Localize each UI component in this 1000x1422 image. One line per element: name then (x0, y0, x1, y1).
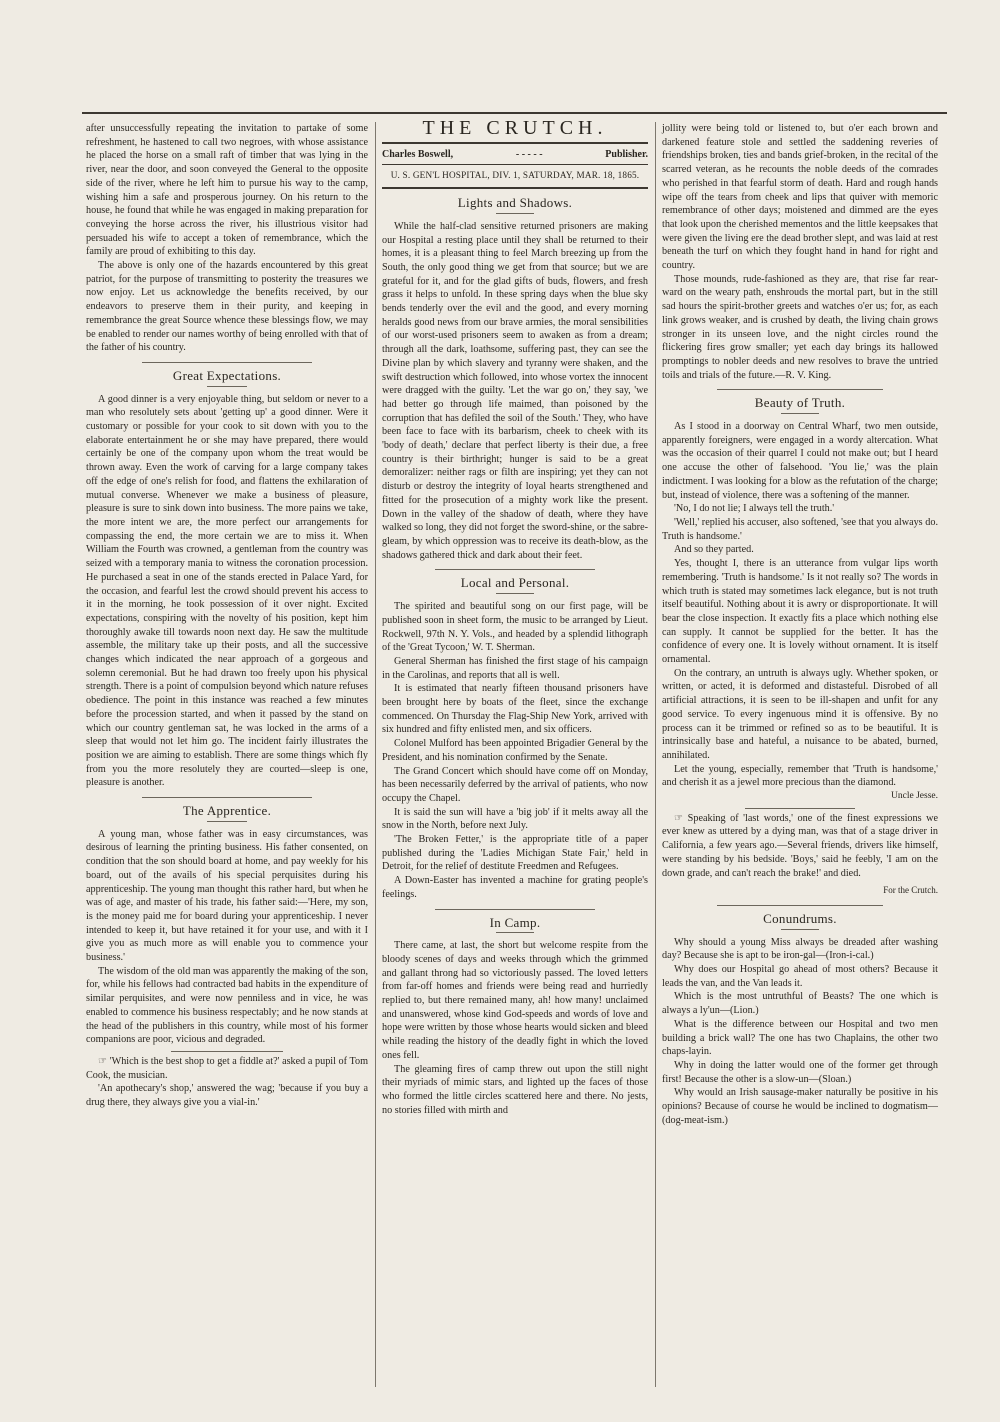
top-rule (82, 112, 947, 114)
heading-great-expectations: Great Expectations. (86, 362, 368, 387)
divider (171, 1051, 284, 1052)
paragraph: What is the difference between our Hospital and two men building a brick wall? The one has two Chaplains, the other two chaps-layin. (662, 1018, 938, 1058)
paragraph: Colonel Mulford has been appointed Brigadier General by the President, and his nomination confirmed by the Senate. (382, 738, 648, 763)
heading-beauty-of-truth: Beauty of Truth. (662, 389, 938, 414)
column-divider (655, 122, 656, 1387)
paragraph: It is estimated that nearly fifteen thousand prisoners have been brought here by boats of the fleet, since the exchange commenced. On Thursday the Flag-Ship New York, arrived with six hundred and fifty enlisted men, and six officers. (382, 683, 648, 736)
paragraph: 'No, I do not lie; I always tell the truth.' (674, 503, 835, 515)
paragraph: ☞ 'Which is the best shop to get a fiddle at?' asked a pupil of Tom Cook, the musician. (86, 1056, 368, 1081)
paragraph: 'Well,' replied his accuser, also softened, 'see that you always do. Truth is handsome.' (662, 516, 938, 542)
paragraph: General Sherman has finished the first stage of his campaign in the Carolinas, and reports that all is well. (382, 655, 648, 681)
publisher-label: Publisher. (605, 148, 648, 160)
paragraph: A young man, whose father was in easy circumstances, was desirous of learning the printing business. His father consented, on condition that the son should board at home, and pay weekly for his board, out of the avails of his special perquisites during his apprenticeship. The young man thought this rather hard, but when he was of age, and master of his trade, his father said:—'Here, my son, is the money paid me for board during your apprenticeship. I never intended to keep it, but have retained it for your use, and with it I give you as much more as will enable you to commence your business.' (86, 828, 368, 964)
paragraph: after unsuccessfully repeating the invitation to partake of some refreshment, he hastened to call two negroes, with whose assistance he placed the horse on a small raft of timber that was lying in the river, near the door, and soon conveyed the General to the opposite side of the river, where he left him to pursue his way to the camp, wishing him a safe and prosperous journey. On his return to the house, he found that while he was engaged in making preparation for conveying the horse across the river, his illustrious visitor had persuaded his wife to accept a token of remembrance, which the family are proud of exhibiting to this day. (86, 123, 368, 258)
paragraph: Let the young, especially, remember that 'Truth is handsome,' and cherish it as a jewel more precious than the diamond. (662, 763, 938, 789)
paragraph: There came, at last, the short but welcome respite from the bloody scenes of days and weeks through which the grimmed and gallant throng had so victoriously passed. The loved letters from far-off homes and friends were being read and hurriedly replied to, but there remained many, ah! how many! unclaimed and unanswered, whose kind God-speeds and words of love and hope were written by those whose hearts would sicken and bleed while reading the history of the deadly fight in which the loved ones fell. (382, 940, 648, 1061)
divider (745, 808, 855, 809)
heading-local-and-personal: Local and Personal. (382, 569, 648, 594)
paragraph: Why would an Irish sausage-maker naturally be positive in his opinions? Because of course he would be inclined to dogmatism—(dog-meat-ism.) (662, 1087, 938, 1126)
publisher-name: Charles Boswell, (382, 148, 454, 160)
dateline: U. S. GEN'L HOSPITAL, DIV. 1, SATURDAY, MAR. 18, 1865. (382, 165, 648, 189)
attribution: For the Crutch. (883, 885, 938, 896)
paragraph: Yes, thought I, there is an utterance from vulgar lips worth remembering. 'Truth is handsome.' Is it not really so? The words in which truth is stated may sometimes lack elegance, but is not truth itself beautiful. Nothing about it is awry or disproportionate. It will bear the close inspection. It exactly fits a place which nothing else can supply. It cannot be supplied for the better. It has the confidence of every one. It is lovely without ornament. It is itself ornamental. (662, 558, 938, 666)
publisher-line (382, 142, 648, 166)
publisher-dashes: - - - - - (515, 148, 543, 160)
masthead-title: THE CRUTCH. (422, 117, 608, 139)
column-1 (86, 122, 368, 1110)
heading-conundrums: Conundrums. (662, 905, 938, 930)
heading-apprentice: The Apprentice. (86, 797, 368, 822)
paragraph: Why should a young Miss always be dreaded after washing day? Because she is apt to be iron-gal—(Iron-i-cal.) (662, 936, 938, 962)
heading-lights-and-shadows: Lights and Shadows. (382, 196, 648, 214)
paragraph: ☞ Speaking of 'last words,' one of the finest expressions we ever knew as uttered by a dying man, was that of a stage driver in California, a few years ago.—Several friends, drivers like himself, were standing by his bedside. 'Boys,' said he feebly, 'I am on the down grade, and can't reach the brake!' and died. (662, 812, 938, 879)
signature: Uncle Jesse. (891, 791, 938, 802)
paragraph: The above is only one of the hazards encountered by this great patriot, for the purpose of transmitting to posterity the treasures we now enjoy. Let us acknowledge the benefits received, by our endeavors to preserve them in their purity, and keeping in remembrance the great Source whence these blessings flow, we may be enabled to render our names worthy of being enrolled with that of the father of his country. (86, 260, 368, 354)
heading-in-camp: In Camp. (382, 909, 648, 934)
paragraph: While the half-clad sensitive returned prisoners are making our Hospital a resting place until they shall be returned to their homes, it is a pleasant thing to feel March breezing up from the South, the only good thing we get from that source; but we are grateful for it, and for the glad gifts of buds, flowers, and fresh grass it helps to unfold. In these spring days when the blue sky bends tenderly over the evil and the good, and every morning heralds good news from our brave armies, the moral sensibilities of our worst-used prisoners seem to awaken as from a dream; through all the dark, loathsome, suffering past, they can see the Divine plan by which slavery and tyranny were shaken, and the swift destruction which followed, into whose vortex the innocent were dragged with the guilty. 'Let the war go on,' they say, 'we had better go through life maimed, than poisoned by the corruption that has defiled the soil of the South.' They, who have been face to face with its barbarism, cheek to cheek with its 'body of death,' declare that perfect liberty is their due, a free country is their birthright; hunger is said to be a great demoralizer: neither rags or filth are inspiring; yet they can not disturb or destroy the integrity of loyal hearts strengthened and fitted for the prosecution of a mighty work like the present. Down in the valley of the shadow of death, where they have walked so long, they did not forget the sword-shine, or the sabre-gleam, by which oppression was to receive its death-blow, as the shadows gathered thick and dark about their feet. (382, 220, 648, 561)
paragraph: Why in doing the latter would one of the former get through first! Because the other is a slow-un—(Sloan.) (662, 1060, 938, 1085)
paragraph: 'The Broken Fetter,' is the appropriate title of a paper published during the 'Ladies Michigan State Fair,' held in Detroit, for the relief of destitute Freedmen and Refugees. (382, 834, 648, 873)
column-3 (662, 122, 938, 1128)
paragraph: A Down-Easter has invented a machine for grating people's feelings. (382, 875, 648, 900)
paragraph: The spirited and beautiful song on our first page, will be published soon in sheet form, the music to be arranged by Lieut. Rockwell, 97th N. Y. Vols., and headed by a splendid lithograph of the 'Great Tycoon,' W. T. Sherman. (382, 601, 648, 654)
paragraph: The wisdom of the old man was apparently the making of the son, for, while his fellows had contracted bad habits in the expenditure of similar perquisites, and were now penniless and in vice, he was enabled to commence his business respectably; and he now stands at the head of the publishers in this country, while most of his former companions are poor, vicious and degraded. (86, 965, 368, 1046)
paragraph: It is said the sun will have a 'big job' if it melts away all the snow in the North, before next July. (382, 806, 648, 832)
paragraph: jollity were being told or listened to, but o'er each brown and darkened feature stole and settled the saddening reveries of friendships broken, ties and bands grief-broken, in the recital of the scarred veteran, as he recounts the noble deeds of the comrades who perished in that fearful storm of death. Hard and rough hands wipe off the tears from cheek and lips that quiver with memoric remembrance of other days; moistened and dimmed are the eyes that look upon the cherished mementos and the little keepsakes that were given the living ere the dead brother slept, and was laid at rest beneath the turf on which they fought hand in hand for right and country. (662, 123, 938, 272)
paragraph: Which is the most untruthful of Beasts? The one which is always a ly'un—(Lion.) (662, 991, 938, 1017)
paragraph: 'An apothecary's shop,' answered the wag; 'because if you buy a drug there, they always give you a vial-in.' (86, 1083, 368, 1109)
paragraph: And so they parted. (674, 544, 754, 556)
paragraph: The Grand Concert which should have come off on Monday, has been necessarily deferred by the arrival of patients, who now occupy the Chapel. (382, 765, 648, 804)
paragraph: As I stood in a doorway on Central Wharf, two men outside, apparently foreigners, were engaged in a wordy altercation. What was the occasion of their quarrel I could not make out; but I heard one accuse the other of falsehood. 'You lie,' was the plain indictment. I was looking for a blow as the refutation of the charge; but, instead of violence, there was a softening of the manner. (662, 421, 938, 501)
paragraph: On the contrary, an untruth is always ugly. Whether spoken, or written, or acted, it is deformed and distasteful. Disrobed of all artificial attractions, it is seen to be ill-shapen and unfit for any good service. To every ingenuous mind it is offensive. By no process can it be trimmed or refined so as to be beautiful. It is intrinsically base and hateful, a nuisance to be abated, burned, annihilated. (662, 667, 938, 761)
paragraph: A good dinner is a very enjoyable thing, but seldom or never to a man who resolutely sets about 'getting up' a good dinner. Were it customary or possible for your cook to sit down with you to the elaborate entertainment he or she may have prepared, there would certainly be one of the company upon whom the treat would be thrown away. Even the work of carving for a large company takes off the edge of one's relish for food, and flattens the exhilaration of mutual converse. Whenever we make a business of pleasure, pleasure is sure to sink down into business. The more pains we take, the more intent we are, the more perfect our arrangements for compassing the end, the more certain we are to miss it. When William the Fourth was crowned, a gentleman from the country was seized with a temporary mania to witness the coronation procession. He purchased a seat in one of the stands erected in Palace Yard, for the occasion, and fearful lest the crowd should prevent his access to it in the morning, he took possession of it over night. Excited expectations, conspiring with the novelty of his position, kept him thoroughly awake till towards noon next day. He saw the multitude assemble, the military take up their posts, and all the successive changes which indicated the near approach of a gorgeous and solemn ceremonial. But he had drawn too freely upon his physical strength. There is a point of compulsion beyond which nature refuses obedience. The point in this instance was reached a few minutes before the procession started, and when it passed by the stand on which our country gentleman sat, he was locked in the arms of a sleep that would not let him go. The incident fairly illustrates the position we are aiming to establish. There are some things which fly from you the more resolutely they are courted—sleep is one, pleasure is another. (86, 393, 368, 789)
paragraph: Those mounds, rude-fashioned as they are, that rise far rear-ward on the weary path, enshrouds the mortal part, but in the still sad hours the spirit-brother greets and watches o'er us; for, as each link grows weaker, and is crushed by death, the living chain grows stronger in its unseen love, and the night circles round the flickering fires grow smaller; yet each day brings its hallowed promptings to nobler deeds and new resolves to brave the untried toils and trials of the future.—R. V. King. (662, 273, 938, 381)
paragraph: The gleaming fires of camp threw out upon the still night their myriads of mimic stars, and lighted up the faces of those who formed the little circles scattered here and there. No jests, no stories filled with mirth and (382, 1063, 648, 1116)
column-2 (382, 117, 648, 1117)
column-divider (375, 122, 376, 1387)
paragraph: Why does our Hospital go ahead of most others? Because it leads the van, and the Van leads it. (662, 964, 938, 989)
